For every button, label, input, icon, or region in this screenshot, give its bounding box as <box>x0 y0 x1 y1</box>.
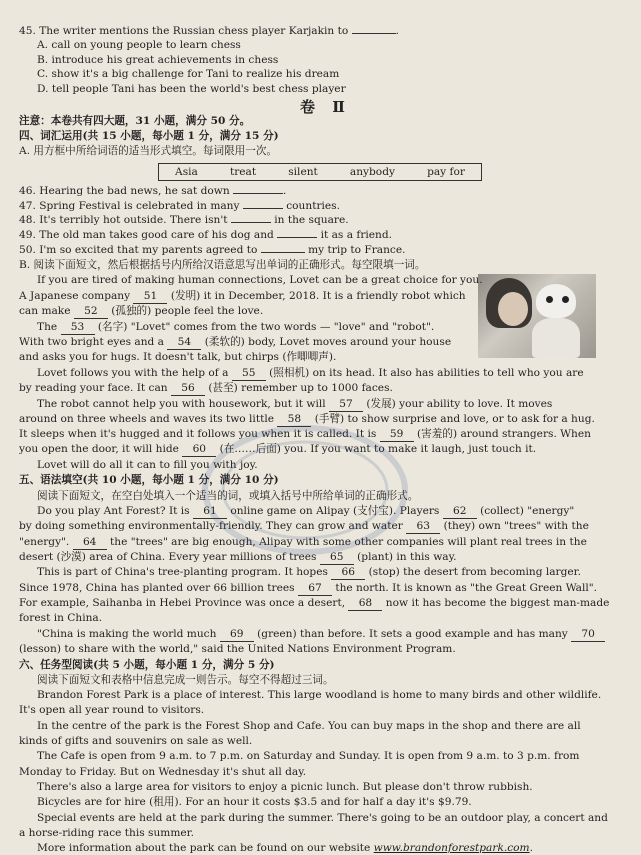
q49-blank[interactable] <box>277 237 317 238</box>
passage-b-line: Lovet will do all it can to fill you with joy. <box>37 459 258 471</box>
passage-6-line: kinds of gifts and souvenirs on sale as well. <box>19 735 253 747</box>
passage-b-line: can make 52 (孤独的) people feel the love. <box>19 305 264 317</box>
passage-6-line: More information about the park can be found on our website www.brandonforestpark.com. <box>37 842 533 854</box>
q61-blank[interactable]: 61 <box>193 504 227 519</box>
robot-photo <box>478 274 596 358</box>
section5-title: 五、语法填空(共 10 小题，每小题 1 分，满分 10 分) <box>19 474 279 486</box>
q54-blank[interactable]: 54 <box>167 335 201 350</box>
website-link[interactable]: www.brandonforestpark.com <box>373 842 530 854</box>
part2-title: 卷 Ⅱ <box>300 98 351 116</box>
q66-blank[interactable]: 66 <box>331 565 365 580</box>
passage-b-line: The 53 (名字) "Lovet" comes from the two words — "love" and "robot". <box>37 321 435 333</box>
q49: 49. The old man takes good care of his dog and it as a friend. <box>19 229 393 241</box>
q55-blank[interactable]: 55 <box>232 366 266 381</box>
passage-5-line: forest in China. <box>19 612 103 624</box>
q56-blank[interactable]: 56 <box>171 381 205 396</box>
q68-blank[interactable]: 68 <box>348 596 382 611</box>
passage-5-line: (lesson) to share with the world," said the United Nations Environment Program. <box>19 643 456 655</box>
word-box-item: anybody <box>349 166 395 178</box>
section4-title: 四、词汇运用(共 15 小题，每小题 1 分，满分 15 分) <box>19 130 279 142</box>
passage-6-line: Brandon Forest Park is a place of interest. This large woodland is home to many birds and other wildlife. <box>37 689 602 701</box>
q58-blank[interactable]: 58 <box>277 412 311 427</box>
passage-6-line: There's also a large area for visitors to enjoy a picnic lunch. But please don't throw rubbish. <box>37 781 533 793</box>
q51-blank[interactable]: 51 <box>133 289 167 304</box>
q57-blank[interactable]: 57 <box>329 397 363 412</box>
q45-stem: 45. The writer mentions the Russian chess player Karjakin to . <box>19 25 400 37</box>
passage-b-line: The robot cannot help you with housework, but it will 57 (发展) your ability to love. It moves <box>37 398 553 410</box>
q47-blank[interactable] <box>243 208 283 209</box>
q45-blank[interactable] <box>352 33 396 34</box>
word-box-item: treat <box>229 166 257 178</box>
word-box-item: pay for <box>427 166 465 178</box>
passage-b-line: With two bright eyes and a 54 (柔软的) body, Lovet moves around your house <box>19 336 452 348</box>
robot-eye-icon <box>562 296 569 303</box>
robot-eye-icon <box>546 296 553 303</box>
passage-5-line: For example, Saihanba in Hebei Province was once a desert, 68 now it has become the biggest man-made <box>19 597 610 609</box>
q50: 50. I'm so excited that my parents agreed to my trip to France. <box>19 244 406 256</box>
section6-title: 六、任务型阅读(共 5 小题，每小题 1 分，满分 5 分) <box>19 659 275 671</box>
q50-blank[interactable] <box>261 252 305 253</box>
word-box-item: Asia <box>175 166 198 178</box>
passage-5-line: "China is making the world much 69 (green) than before. It sets a good example and has many 70 <box>37 627 605 642</box>
passage-b-line: you open the door, it will hide 60 (在……后面) you. If you want to make it laugh, just touch it. <box>19 443 537 455</box>
passage-b-line: A Japanese company 51 (发明) it in December, 2018. It is a friendly robot which <box>19 290 466 302</box>
passage-6-line: It's open all year round to visitors. <box>19 704 205 716</box>
q46-blank[interactable] <box>233 193 283 194</box>
section5-instruction: 阅读下面短文，在空白处填入一个适当的词，或填入括号中所给单词的正确形式。 <box>37 490 419 502</box>
passage-6-line: Monday to Friday. But on Wednesday it's shut all day. <box>19 766 307 778</box>
q67-blank[interactable]: 67 <box>298 581 332 596</box>
robot-body <box>532 318 580 358</box>
q65-blank[interactable]: 65 <box>320 550 354 565</box>
q46: 46. Hearing the bad news, he sat down . <box>19 185 287 197</box>
q47: 47. Spring Festival is celebrated in many countries. <box>19 200 340 212</box>
q63-blank[interactable]: 63 <box>406 519 440 534</box>
section6-instruction: 阅读下面短文和表格中信息完成一则告示。每空不得超过三词。 <box>37 674 334 686</box>
passage-b-line: by reading your face. It can 56 (甚至) remember up to 1000 faces. <box>19 382 393 394</box>
q59-blank[interactable]: 59 <box>380 427 414 442</box>
q69-blank[interactable]: 69 <box>220 627 254 642</box>
passage-5-line: "energy". 64 the "trees" are big enough, Alipay with some other companies will plant real trees in the <box>19 536 587 548</box>
q48-blank[interactable] <box>231 222 271 223</box>
q70-blank[interactable]: 70 <box>571 627 605 642</box>
word-box-item: silent <box>288 166 318 178</box>
part2-note: 注意：本卷共有四大题，31 小题，满分 50 分。 <box>19 115 251 127</box>
section4-sub-a: A. 用方框中所给词语的适当形式填空。每词限用一次。 <box>19 145 278 157</box>
passage-6-line: Bicycles are for hire (租用). For an hour it costs $3.5 and for half a day it's $9.79. <box>37 796 472 808</box>
q45-option-a[interactable]: A. call on young people to learn chess <box>37 39 241 51</box>
passage-b-line: If you are tired of making human connections, Lovet can be a great choice for you. <box>37 274 483 286</box>
q45-option-b[interactable]: B. introduce his great achievements in chess <box>37 54 279 66</box>
child-face <box>498 292 528 326</box>
passage-b-line: and asks you for hugs. It doesn't talk, but chirps (作唧唧声). <box>19 351 337 363</box>
q45-option-d[interactable]: D. tell people Tani has been the world's best chess player <box>37 83 346 95</box>
q64-blank[interactable]: 64 <box>73 535 107 550</box>
passage-5-line: by doing something environmentally-friendly. They can grow and water 63 (they) own "trees" with the <box>19 520 589 532</box>
passage-6-line: The Cafe is open from 9 a.m. to 7 p.m. on Saturday and Sunday. It is open from 9 a.m. to 3 p.m. from <box>37 750 580 762</box>
passage-6-line: Special events are held at the park during the summer. There's going to be an outdoor play, a concert and <box>37 812 608 824</box>
word-box <box>158 163 482 181</box>
passage-6-line: a horse-riding race this summer. <box>19 827 194 839</box>
q45-option-c[interactable]: C. show it's a big challenge for Tani to realize his dream <box>37 68 340 80</box>
passage-b-line: It sleeps when it's hugged and it follows you when it is called. It is 59 (害羞的) around strangers. When <box>19 428 591 440</box>
passage-5-line: Since 1978, China has planted over 66 billion trees 67 the north. It is known as "the Great Green Wall". <box>19 582 598 594</box>
robot-head <box>536 284 576 318</box>
passage-5-line: desert (沙漠) area of China. Every year millions of trees 65 (plant) in this way. <box>19 551 457 563</box>
q53-blank[interactable]: 53 <box>61 320 95 335</box>
section4-sub-b: B. 阅读下面短文，然后根据括号内所给汉语意思写出单词的正确形式。每空限填一词。 <box>19 259 426 271</box>
passage-b-line: around on three wheels and waves its two little 58 (手臂) to show surprise and love, or to ask for a hug. <box>19 413 595 425</box>
q48: 48. It's terribly hot outside. There isn't in the square. <box>19 214 349 226</box>
q52-blank[interactable]: 52 <box>74 304 108 319</box>
q60-blank[interactable]: 60 <box>182 442 216 457</box>
passage-6-line: In the centre of the park is the Forest Shop and Cafe. You can buy maps in the shop and there are all <box>37 720 581 732</box>
passage-b-line: Lovet follows you with the help of a 55 (照相机) on its head. It also has abilities to tell who you are <box>37 367 584 379</box>
passage-5-line: This is part of China's tree-planting program. It hopes 66 (stop) the desert from becoming larger. <box>37 566 581 578</box>
q62-blank[interactable]: 62 <box>443 504 477 519</box>
passage-5-line: Do you play Ant Forest? It is 61 online game on Alipay (支付宝). Players 62 (collect) "energy" <box>37 505 575 517</box>
